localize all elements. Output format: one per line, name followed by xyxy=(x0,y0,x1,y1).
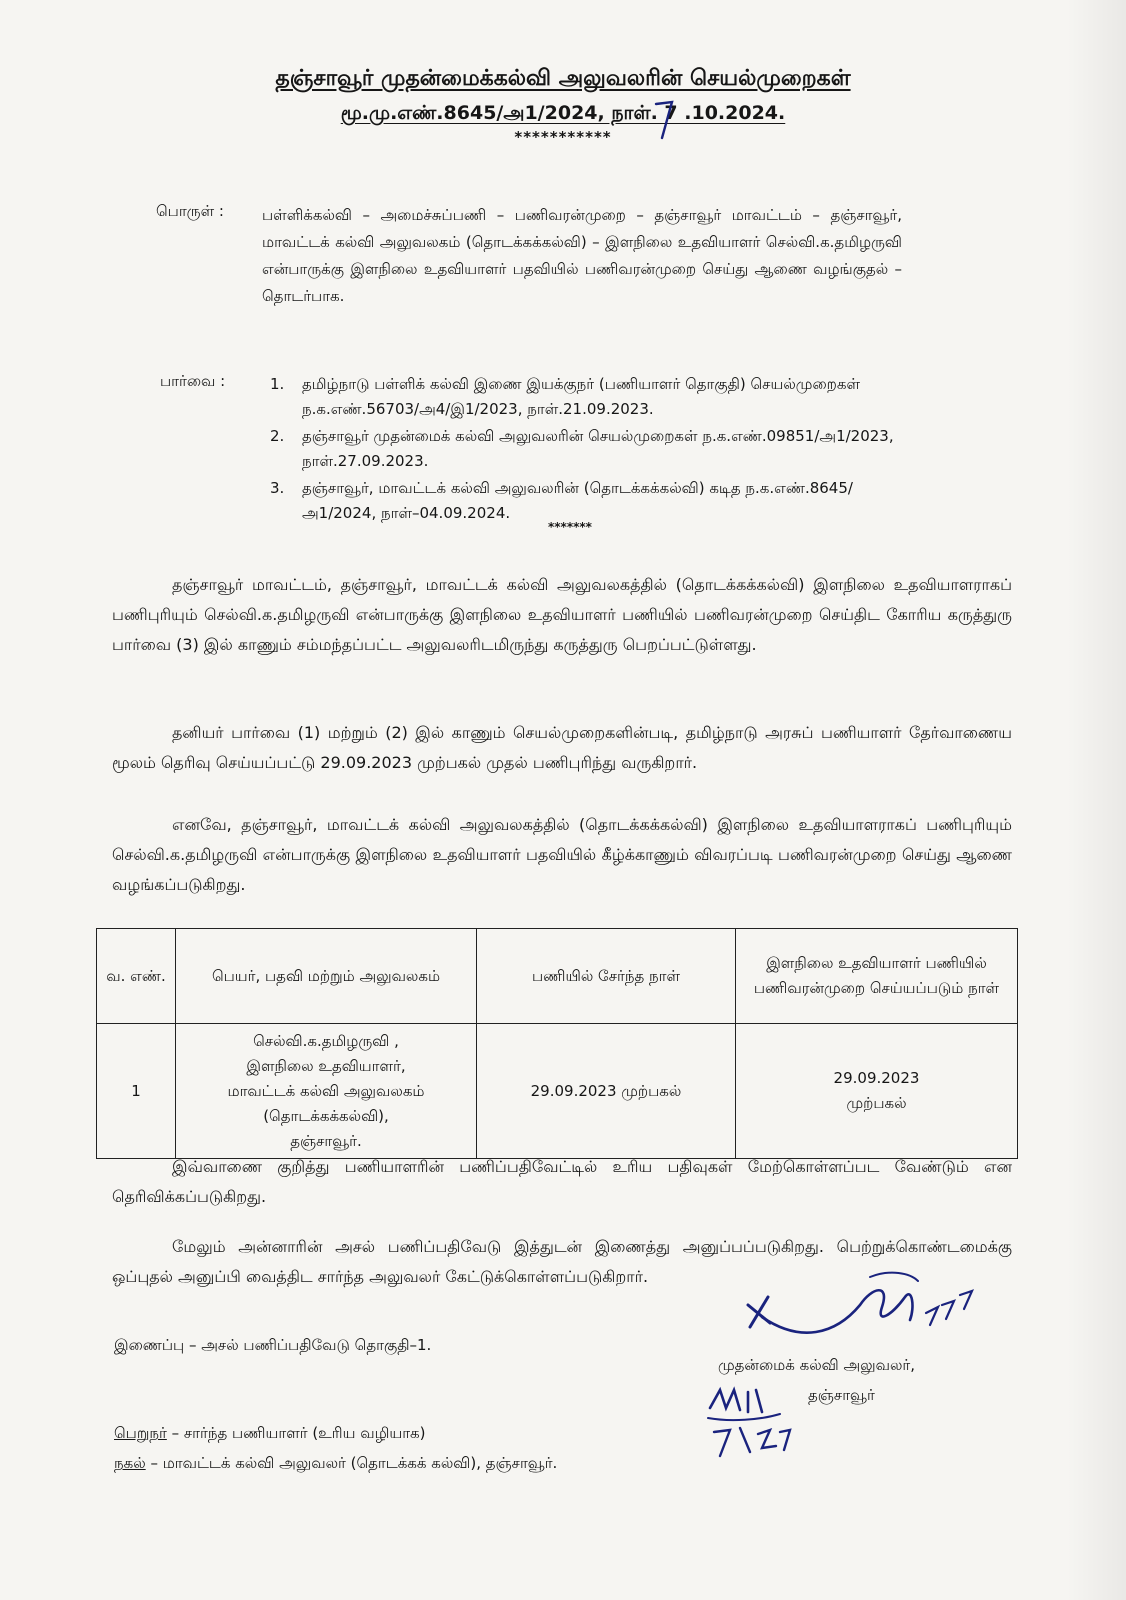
subject-label: பொருள் : xyxy=(156,202,224,220)
body-paragraph-1: தஞ்சாவூர் மாவட்டம், தஞ்சாவூர், மாவட்டக் கல்வி அலுவலகத்தில் (தொடக்கக்கல்வி) இளநிலை உதவியாளராகப் பணிபுரியும் செல்வி.க.தமிழருவி என்பாருக்கு இளநிலை உதவியாளர் பணியில் பணிவரன்முறை செய்திட கோரிய கருத்துரு பார்வை (3) இல் காணும் சம்மந்தப்பட்ட அலுவலரிடமிருந்து கருத்துரு பெறப்பட்டுள்ளது. xyxy=(112,575,1012,654)
document-title: தஞ்சாவூர் முதன்மைக்கல்வி அலுவலரின் செயல்முறைகள் xyxy=(275,66,851,91)
reference-item: 3. தஞ்சாவூர், மாவட்டக் கல்வி அலுவலரின் (தொடக்கக்கல்வி) கடித ந.க.எண்.8645/அ1/2024, நாள்–04.09.2024. xyxy=(270,479,853,522)
closing-paragraph-2: மேலும் அன்னாரின் அசல் பணிப்பதிவேடு இத்துடன் இணைத்து அனுப்பப்படுகிறது. பெற்றுக்கொண்டமைக்கு ஒப்புதல் அனுப்பி வைத்திட சார்ந்த அலுவலர் கேட்டுக்கொள்ளப்படுகிறார். xyxy=(112,1237,1012,1286)
signature-mark xyxy=(740,1265,980,1365)
header-name: பெயர், பதவி மற்றும் அலுவலகம் xyxy=(176,929,477,1024)
copy-to-line: நகல் – மாவட்டக் கல்வி அலுவலர் (தொடக்கக் கல்வி), தஞ்சாவூர். xyxy=(114,1454,558,1472)
subject-text: பள்ளிக்கல்வி – அமைச்சுப்பணி – பணிவரன்முறை – தஞ்சாவூர் மாவட்டம் – தஞ்சாவூர், மாவட்டக் கல்வி அலுவலகம் (தொடக்கக்கல்வி) – இளநிலை உதவியாளர் செல்வி.க.தமிழருவி என்பாருக்கு இளநிலை உதவியாளர் பதவியில் பணிவரன்முறை செய்து ஆணை வழங்குதல் – தொடர்பாக. xyxy=(262,206,902,305)
page-shadow xyxy=(1066,0,1126,1600)
body-paragraph-3: எனவே, தஞ்சாவூர், மாவட்டக் கல்வி அலுவலகத்தில் (தொடக்கக்கல்வி) இளநிலை உதவியாளராகப் பணிபுரியும் செல்வி.க.தமிழருவி என்பாருக்கு இளநிலை உதவியாளர் பதவியில் கீழ்க்காணும் விவரப்படி பணிவரன்முறை செய்து ஆணை வழங்கப்படுகிறது. xyxy=(112,815,1012,894)
recipient-line: பெறுநர் – சார்ந்த பணியாளர் (உரிய வழியாக) xyxy=(114,1424,426,1442)
body-paragraph-2: தனியர் பார்வை (1) மற்றும் (2) இல் காணும் செயல்முறைகளின்படி, தமிழ்நாடு அரசுப் பணியாளர் தேர்வாணைய மூலம் தெரிவு செய்யப்பட்டு 29.09.2023 முற்பகல் முதல் பணிபுரிந்து வருகிறார். xyxy=(112,723,1013,772)
header-sno: வ. எண். xyxy=(97,929,176,1024)
closing-paragraph-1: இவ்வாணை குறித்து பணியாளரின் பணிப்பதிவேட்டில் உரிய பதிவுகள் மேற்கொள்ளப்பட வேண்டும் என தெரிவிக்கப்படுகிறது. xyxy=(112,1157,1012,1206)
references-label: பார்வை : xyxy=(160,372,226,390)
initials-mark xyxy=(700,1378,810,1478)
header-divider: *********** xyxy=(514,128,612,146)
cell-joined: 29.09.2023 முற்பகல் xyxy=(477,1024,736,1159)
reference-item: 1. தமிழ்நாடு பள்ளிக் கல்வி இணை இயக்குநர் (பணியாளர் தொகுதி) செயல்முறைகள் ந.க.எண்.56703/அ4/இ1/2023, நாள்.21.09.2023. xyxy=(270,375,860,418)
references-list xyxy=(270,372,910,528)
date-handwritten-mark xyxy=(650,98,680,142)
reference-line: மூ.மு.எண்.8645/அ1/2024, நாள். 7 .10.2024. xyxy=(340,102,786,124)
cell-regularized: 29.09.2023 முற்பகல் xyxy=(736,1024,1018,1159)
table-row xyxy=(97,1024,1018,1159)
table-header-row xyxy=(97,929,1018,1024)
enclosure-note: இணைப்பு – அசல் பணிப்பதிவேடு தொகுதி–1. xyxy=(114,1336,432,1354)
references-divider: ******* xyxy=(548,520,592,534)
cell-sno: 1 xyxy=(97,1024,176,1159)
regularization-table xyxy=(96,928,1018,1159)
header-regularized: இளநிலை உதவியாளர் பணியில் பணிவரன்முறை செய்யப்படும் நாள் xyxy=(736,929,1018,1024)
cell-name: செல்வி.க.தமிழருவி , இளநிலை உதவியாளர், மாவட்டக் கல்வி அலுவலகம் (தொடக்கக்கல்வி), தஞ்சாவூர். xyxy=(176,1024,477,1159)
signatory-title: முதன்மைக் கல்வி அலுவலர், xyxy=(718,1356,916,1374)
reference-item: 2. தஞ்சாவூர் முதன்மைக் கல்வி அலுவலரின் செயல்முறைகள் ந.க.எண்.09851/அ1/2023, நாள்.27.09.2023. xyxy=(270,427,894,470)
header-joined: பணியில் சேர்ந்த நாள் xyxy=(477,929,736,1024)
signatory-place: தஞ்சாவூர் xyxy=(808,1386,875,1404)
